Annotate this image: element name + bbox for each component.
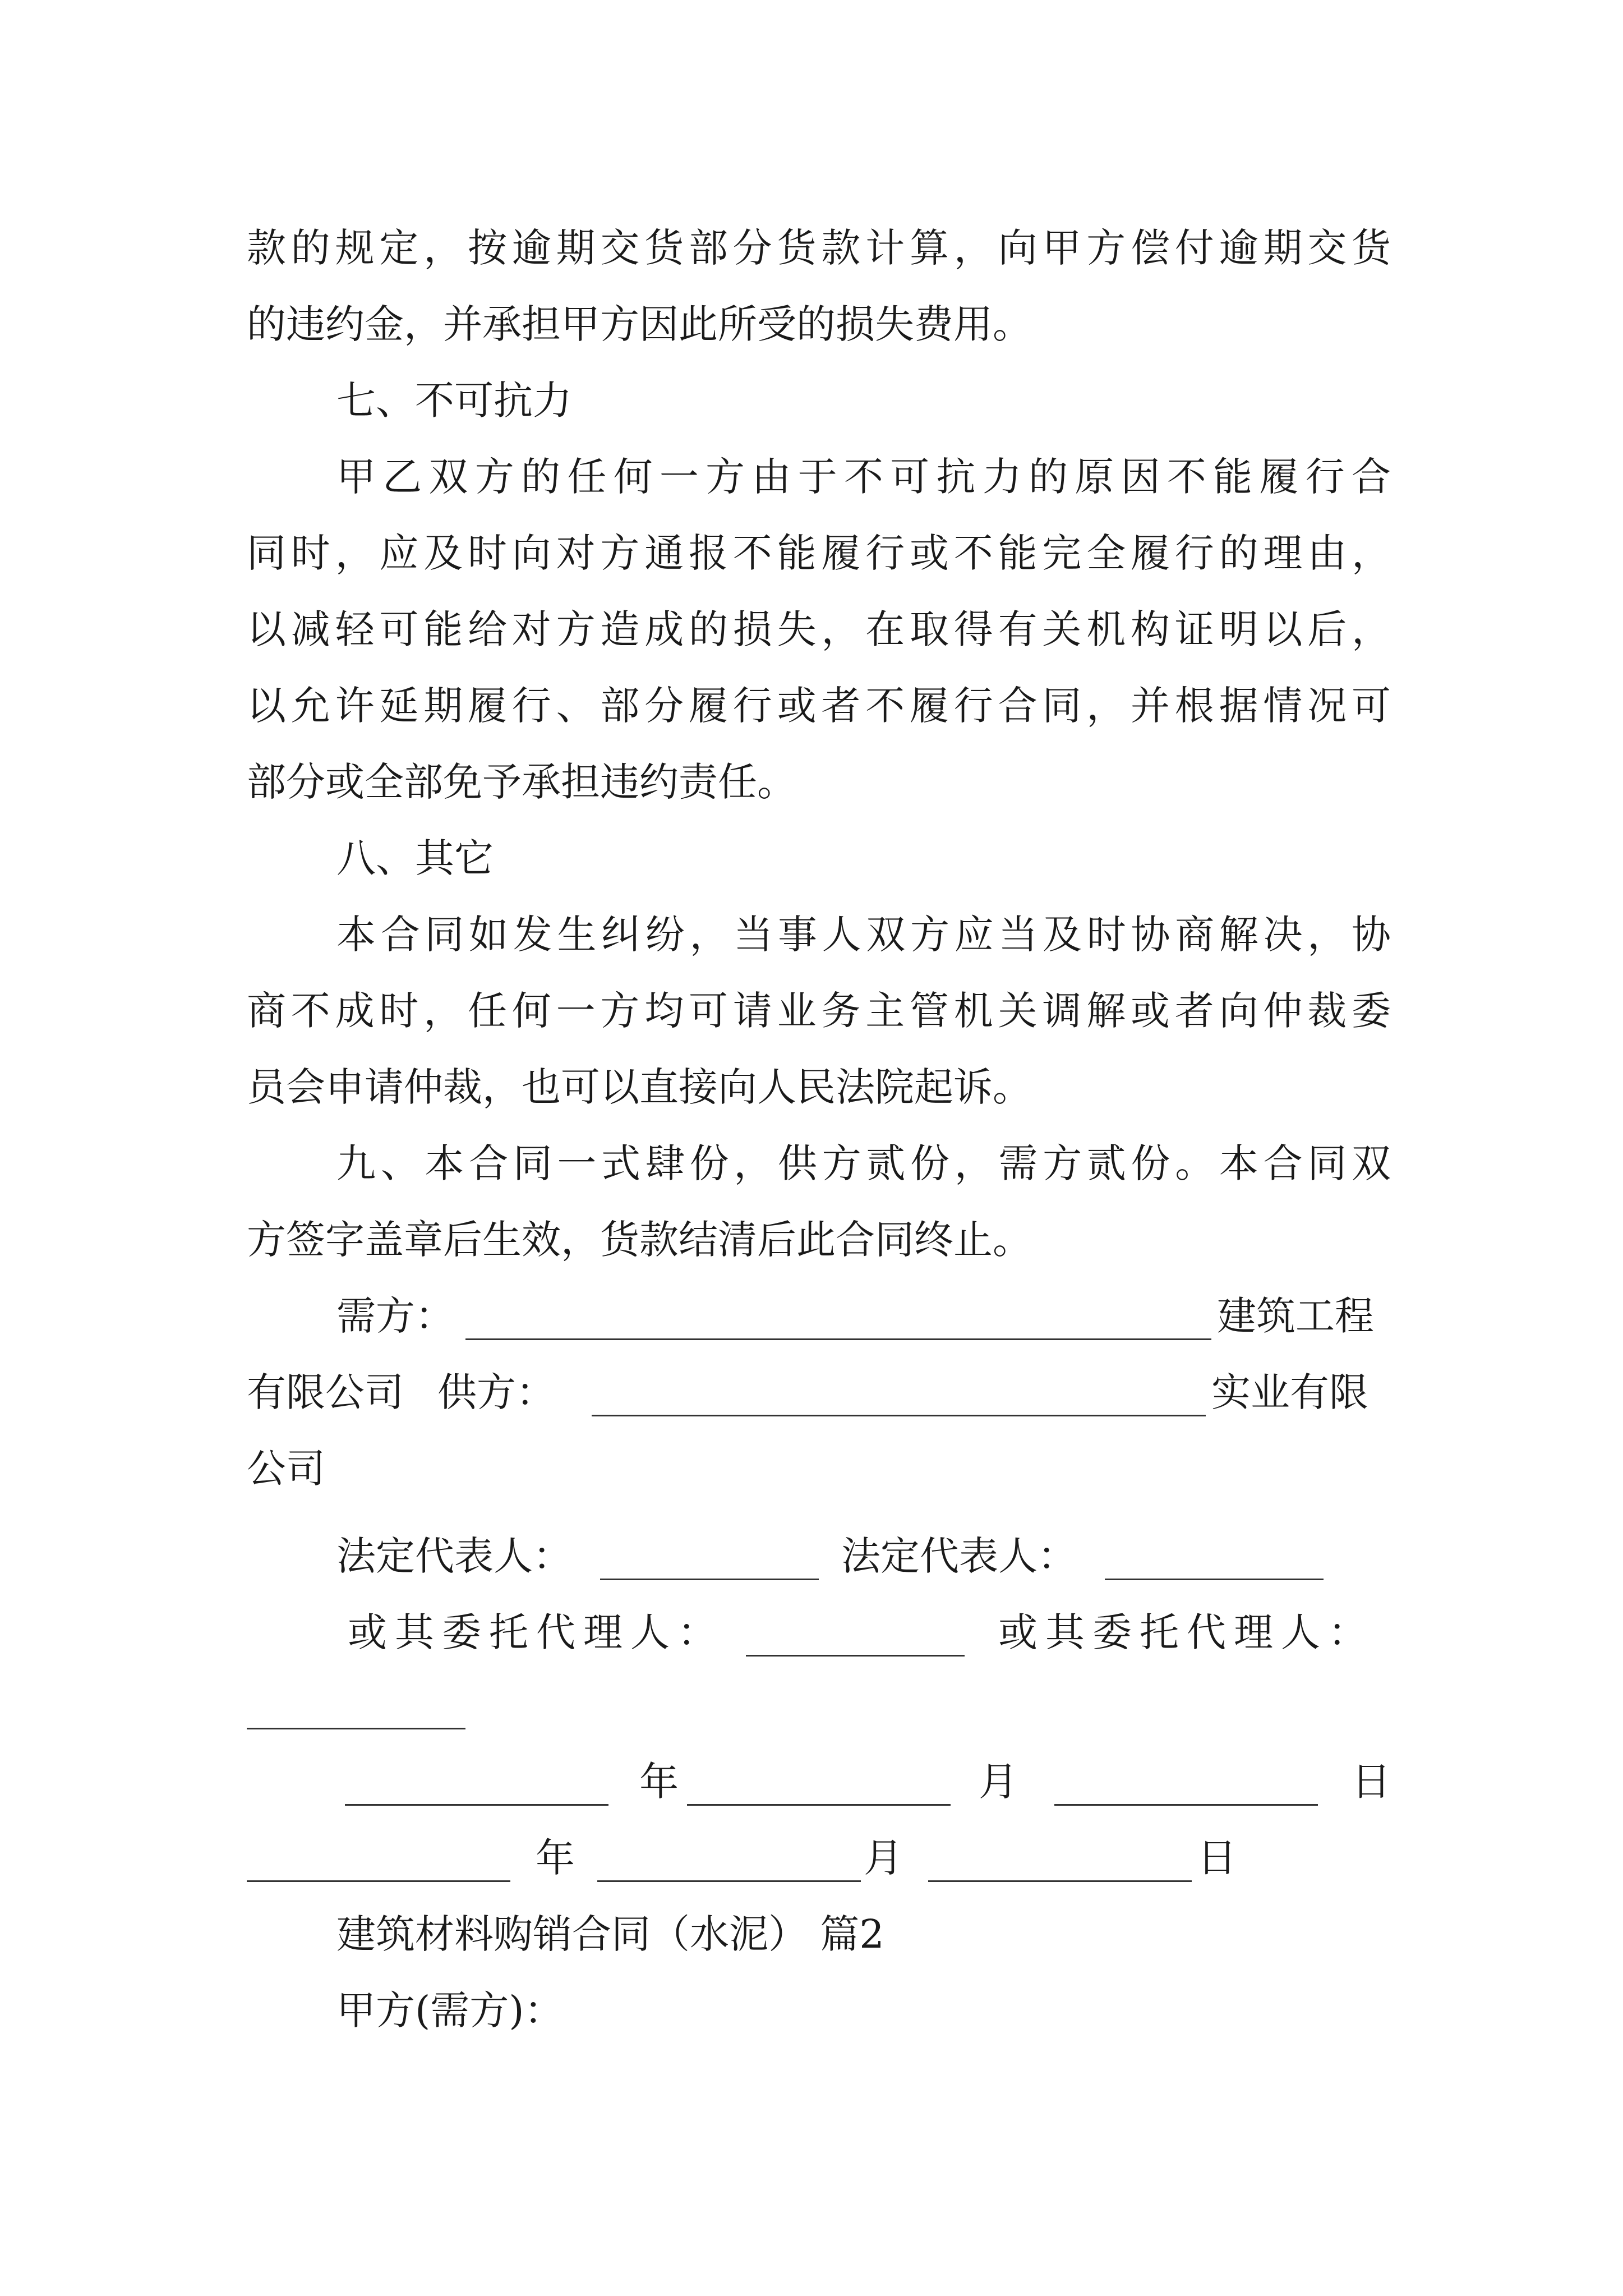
- agent-blank-1[interactable]: [746, 1655, 965, 1657]
- legal-rep-label-1: 法定代表人：: [336, 1533, 572, 1579]
- month-blank-2[interactable]: [597, 1880, 861, 1882]
- paragraph-line: 商不成时，任何一方均可请业务主管机关调解或者向仲裁委: [247, 988, 1391, 1034]
- legal-rep-blank-1[interactable]: [600, 1579, 819, 1580]
- day-label-2: 日: [1197, 1835, 1237, 1881]
- paragraph-line: 员会申请仲裁，也可以直接向人民法院起诉。: [247, 1064, 1032, 1110]
- section-heading-other: 八、其它: [336, 835, 494, 881]
- year-blank-1[interactable]: [345, 1804, 608, 1806]
- paragraph-line: 款的规定，按逾期交货部分货款计算，向甲方偿付逾期交货: [247, 225, 1391, 271]
- seller-blank[interactable]: [592, 1415, 1206, 1416]
- agent-label-2: 或其委托代理人：: [998, 1609, 1375, 1655]
- agent-label-1: 或其委托代理人：: [348, 1609, 725, 1655]
- agent-blank-2[interactable]: [247, 1728, 465, 1729]
- seller-suffix: 实业有限: [1211, 1369, 1368, 1415]
- paragraph-line: 九、本合同一式肆份，供方贰份，需方贰份。本合同双: [336, 1140, 1391, 1186]
- month-blank-1[interactable]: [687, 1804, 951, 1806]
- paragraph-line: 甲乙双方的任何一方由于不可抗力的原因不能履行合: [336, 454, 1391, 500]
- paragraph-line: 以减轻可能给对方造成的损失，在取得有关机构证明以后，: [247, 606, 1391, 652]
- seller-label: 供方：: [437, 1369, 555, 1415]
- legal-rep-label-2: 法定代表人：: [841, 1533, 1077, 1579]
- year-label-1: 年: [639, 1759, 679, 1805]
- paragraph-line: 以允许延期履行、部分履行或者不履行合同，并根据情况可: [247, 683, 1391, 729]
- day-blank-2[interactable]: [928, 1880, 1192, 1882]
- legal-rep-blank-2[interactable]: [1105, 1579, 1324, 1580]
- paragraph-line: 方签字盖章后生效，货款结清后此合同终止。: [247, 1217, 1032, 1263]
- buyer-suffix: 建筑工程: [1217, 1293, 1374, 1339]
- year-blank-2[interactable]: [247, 1880, 510, 1882]
- day-label-1: 日: [1352, 1759, 1391, 1805]
- day-blank-1[interactable]: [1054, 1804, 1318, 1806]
- month-label-1: 月: [979, 1759, 1018, 1805]
- month-label-2: 月: [864, 1835, 903, 1881]
- paragraph-line: 同时，应及时向对方通报不能履行或不能完全履行的理由，: [247, 530, 1391, 576]
- paragraph-line: 的违约金，并承担甲方因此所受的损失费用。: [247, 301, 1032, 347]
- paragraph-line: 本合同如发生纠纷，当事人双方应当及时协商解决，协: [336, 912, 1391, 958]
- section-heading-force-majeure: 七、不可抗力: [336, 378, 572, 424]
- seller-suffix-cont: 公司: [247, 1446, 325, 1492]
- buyer-suffix-cont: 有限公司: [247, 1369, 404, 1415]
- party-a-label: 甲方(需方)：: [336, 1987, 564, 2033]
- paragraph-line: 部分或全部免予承担违约责任。: [247, 759, 796, 805]
- year-label-2: 年: [536, 1835, 575, 1881]
- buyer-label: 需方：: [336, 1293, 454, 1339]
- buyer-blank[interactable]: [465, 1338, 1211, 1340]
- next-section-title: 建筑材料购销合同（水泥） 篇2: [336, 1911, 884, 1957]
